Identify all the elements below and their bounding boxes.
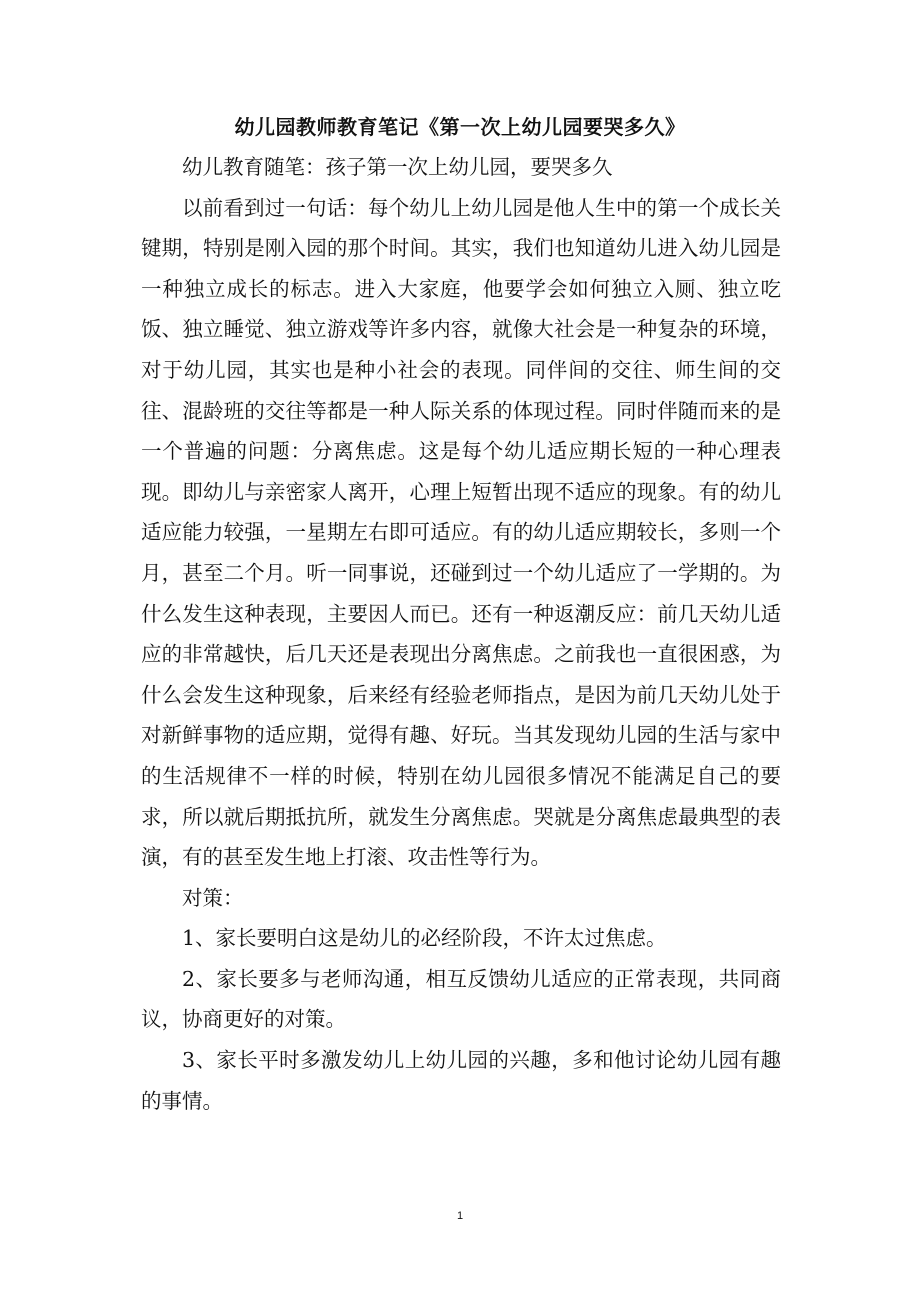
countermeasure-item-1: 1、家长要明白这是幼儿的必经阶段，不许太过焦虑。 xyxy=(182,926,667,951)
subtitle-paragraph: 幼儿教育随笔：孩子第一次上幼儿园，要哭多久 xyxy=(182,155,613,179)
body-paragraph: 以前看到过一句话：每个幼儿上幼儿园是他人生中的第一个成长关键期，特别是刚入园的那个时间。其实，我们也知道幼儿进入幼儿园是一种独立成长的标志。进入大家庭，他要学会如何独立入厕、独立吃饭、独立睡觉、独立游戏等许多内容，就像大社会是一种复杂的环境，对于幼儿园，其实也是种小社会的表现。同伴间的交往、师生间的交往、混龄班的交往等都是一种人际关系的体现过程。同时伴随而来的是一个普遍的问题：分离焦虑。这是每个幼儿适应期长短的一种心理表现。即幼儿与亲密家人离开，心理上短暂出现不适应的现象。有的幼儿适应能力较强，一星期左右即可适应。有的幼儿适应期较长，多则一个月，甚至二个月。听一同事说，还碰到过一个幼儿适应了一学期的。为什么发生这种表现，主要因人而已。还有一种返潮反应：前几天幼儿适应的非常越快，后几天还是表现出分离焦虑。之前我也一直很困惑，为什么会发生这种现象，后来经有经验老师指点，是因为前几天幼儿处于对新鲜事物的适应期，觉得有趣、好玩。当其发现幼儿园的生活与家中的生活规律不一样的时候，特别在幼儿园很多情况不能满足自己的要求，所以就后期抵抗所，就发生分离焦虑。哭就是分离焦虑最典型的表演，有的甚至发生地上打滚、攻击性等行为。 xyxy=(141,195,781,870)
countermeasures-heading: 对策： xyxy=(182,885,244,910)
document-body xyxy=(141,147,781,1121)
countermeasure-item-2: 2、家长要多与老师沟通，相互反馈幼儿适应的正常表现，共同商议，协商更好的对策。 xyxy=(141,966,781,1032)
page-number: 1 xyxy=(456,1210,464,1222)
countermeasure-item-3: 3、家长平时多激发幼儿上幼儿园的兴趣，多和他讨论幼儿园有趣的事情。 xyxy=(141,1048,781,1113)
document-title: 幼儿园教师教育笔记《第一次上幼儿园要哭多久》 xyxy=(234,115,686,139)
